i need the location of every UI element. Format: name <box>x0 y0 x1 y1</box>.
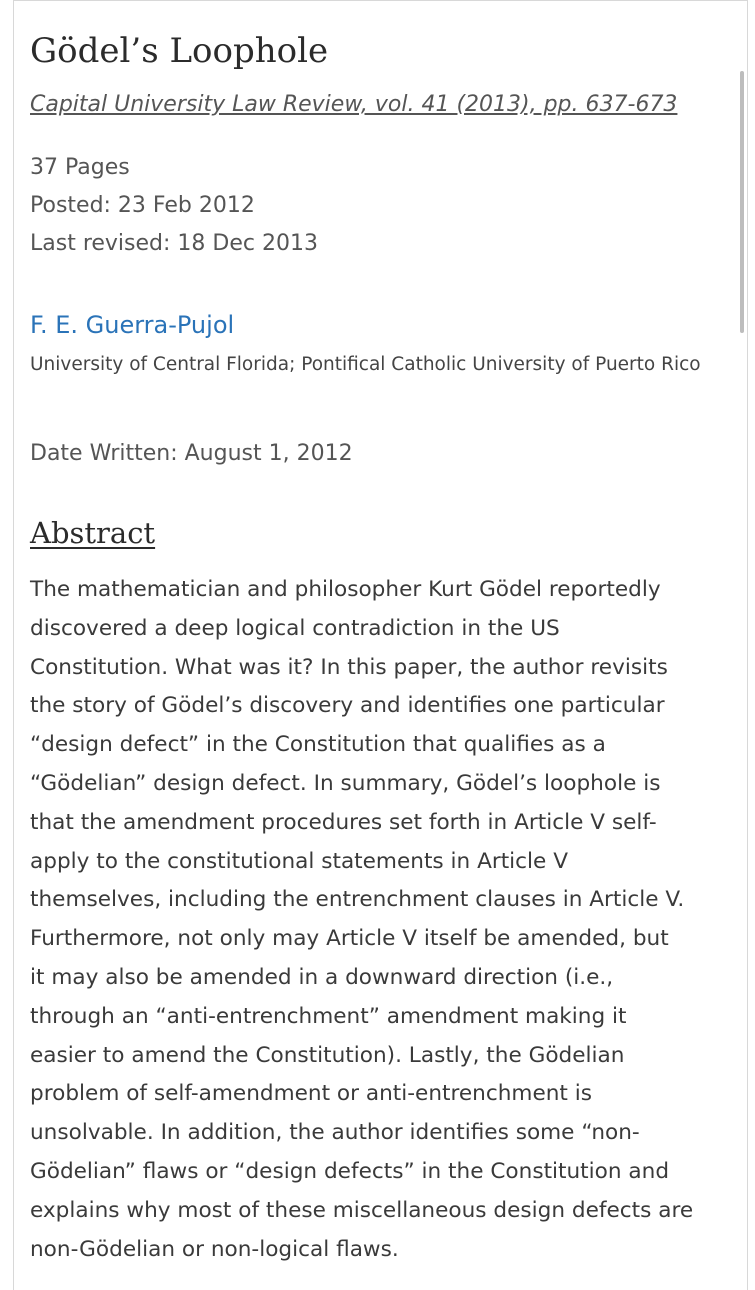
abstract-line: non-Gödelian or non-logical flaws. <box>30 1236 399 1262</box>
paper-card <box>13 0 748 1290</box>
abstract-line: Gödelian” flaws or “design defects” in the Constitution and <box>30 1158 670 1184</box>
abstract-line: Furthermore, not only may Article V itself be amended, but <box>30 926 669 952</box>
abstract-line: problem of self-amendment or anti-entrenchment is <box>30 1081 593 1107</box>
abstract-line: Constitution. What was it? In this paper, the author revisits <box>30 654 668 680</box>
abstract-line: “design defect” in the Constitution that qualifies as a <box>30 732 606 758</box>
abstract-line: The mathematician and philosopher Kurt Gödel reportedly <box>30 577 661 602</box>
author-affiliation: University of Central Florida; Pontifical Catholic University of Puerto Rico <box>30 354 701 375</box>
abstract-line: easier to amend the Constitution). Lastly, the Gödelian <box>30 1042 625 1068</box>
abstract-text <box>30 571 730 1269</box>
abstract-line: unsolvable. In addition, the author identifies some “non- <box>30 1120 640 1146</box>
last-revised-date: Last revised: 18 Dec 2013 <box>30 231 318 256</box>
abstract-line: discovered a deep logical contradiction in the US <box>30 615 560 641</box>
page-count: 37 Pages <box>30 155 130 180</box>
abstract-line: that the amendment procedures set forth in Article V self- <box>30 809 657 835</box>
abstract-line: it may also be amended in a downward direction (i.e., <box>30 964 614 990</box>
posted-date: Posted: 23 Feb 2012 <box>30 193 255 218</box>
abstract-line: explains why most of these miscellaneous design defects are <box>30 1197 694 1223</box>
abstract-line: through an “anti-entrenchment” amendment making it <box>30 1003 627 1029</box>
citation-link[interactable]: Capital University Law Review, vol. 41 (2013), pp. 637-673 <box>30 92 678 117</box>
abstract-line: the story of Gödel’s discovery and identifies one particular <box>30 693 665 719</box>
abstract-line: “Gödelian” design defect. In summary, Gödel’s loophole is <box>30 770 661 796</box>
paper-title: Gödel’s Loophole <box>30 31 329 71</box>
vertical-scrollbar[interactable] <box>740 71 744 333</box>
abstract-line: apply to the constitutional statements in Article V <box>30 848 568 874</box>
date-written: Date Written: August 1, 2012 <box>30 441 353 466</box>
abstract-line: themselves, including the entrenchment clauses in Article V. <box>30 887 685 913</box>
author-link[interactable]: F. E. Guerra-Pujol <box>30 311 235 339</box>
abstract-heading: Abstract <box>30 516 156 550</box>
